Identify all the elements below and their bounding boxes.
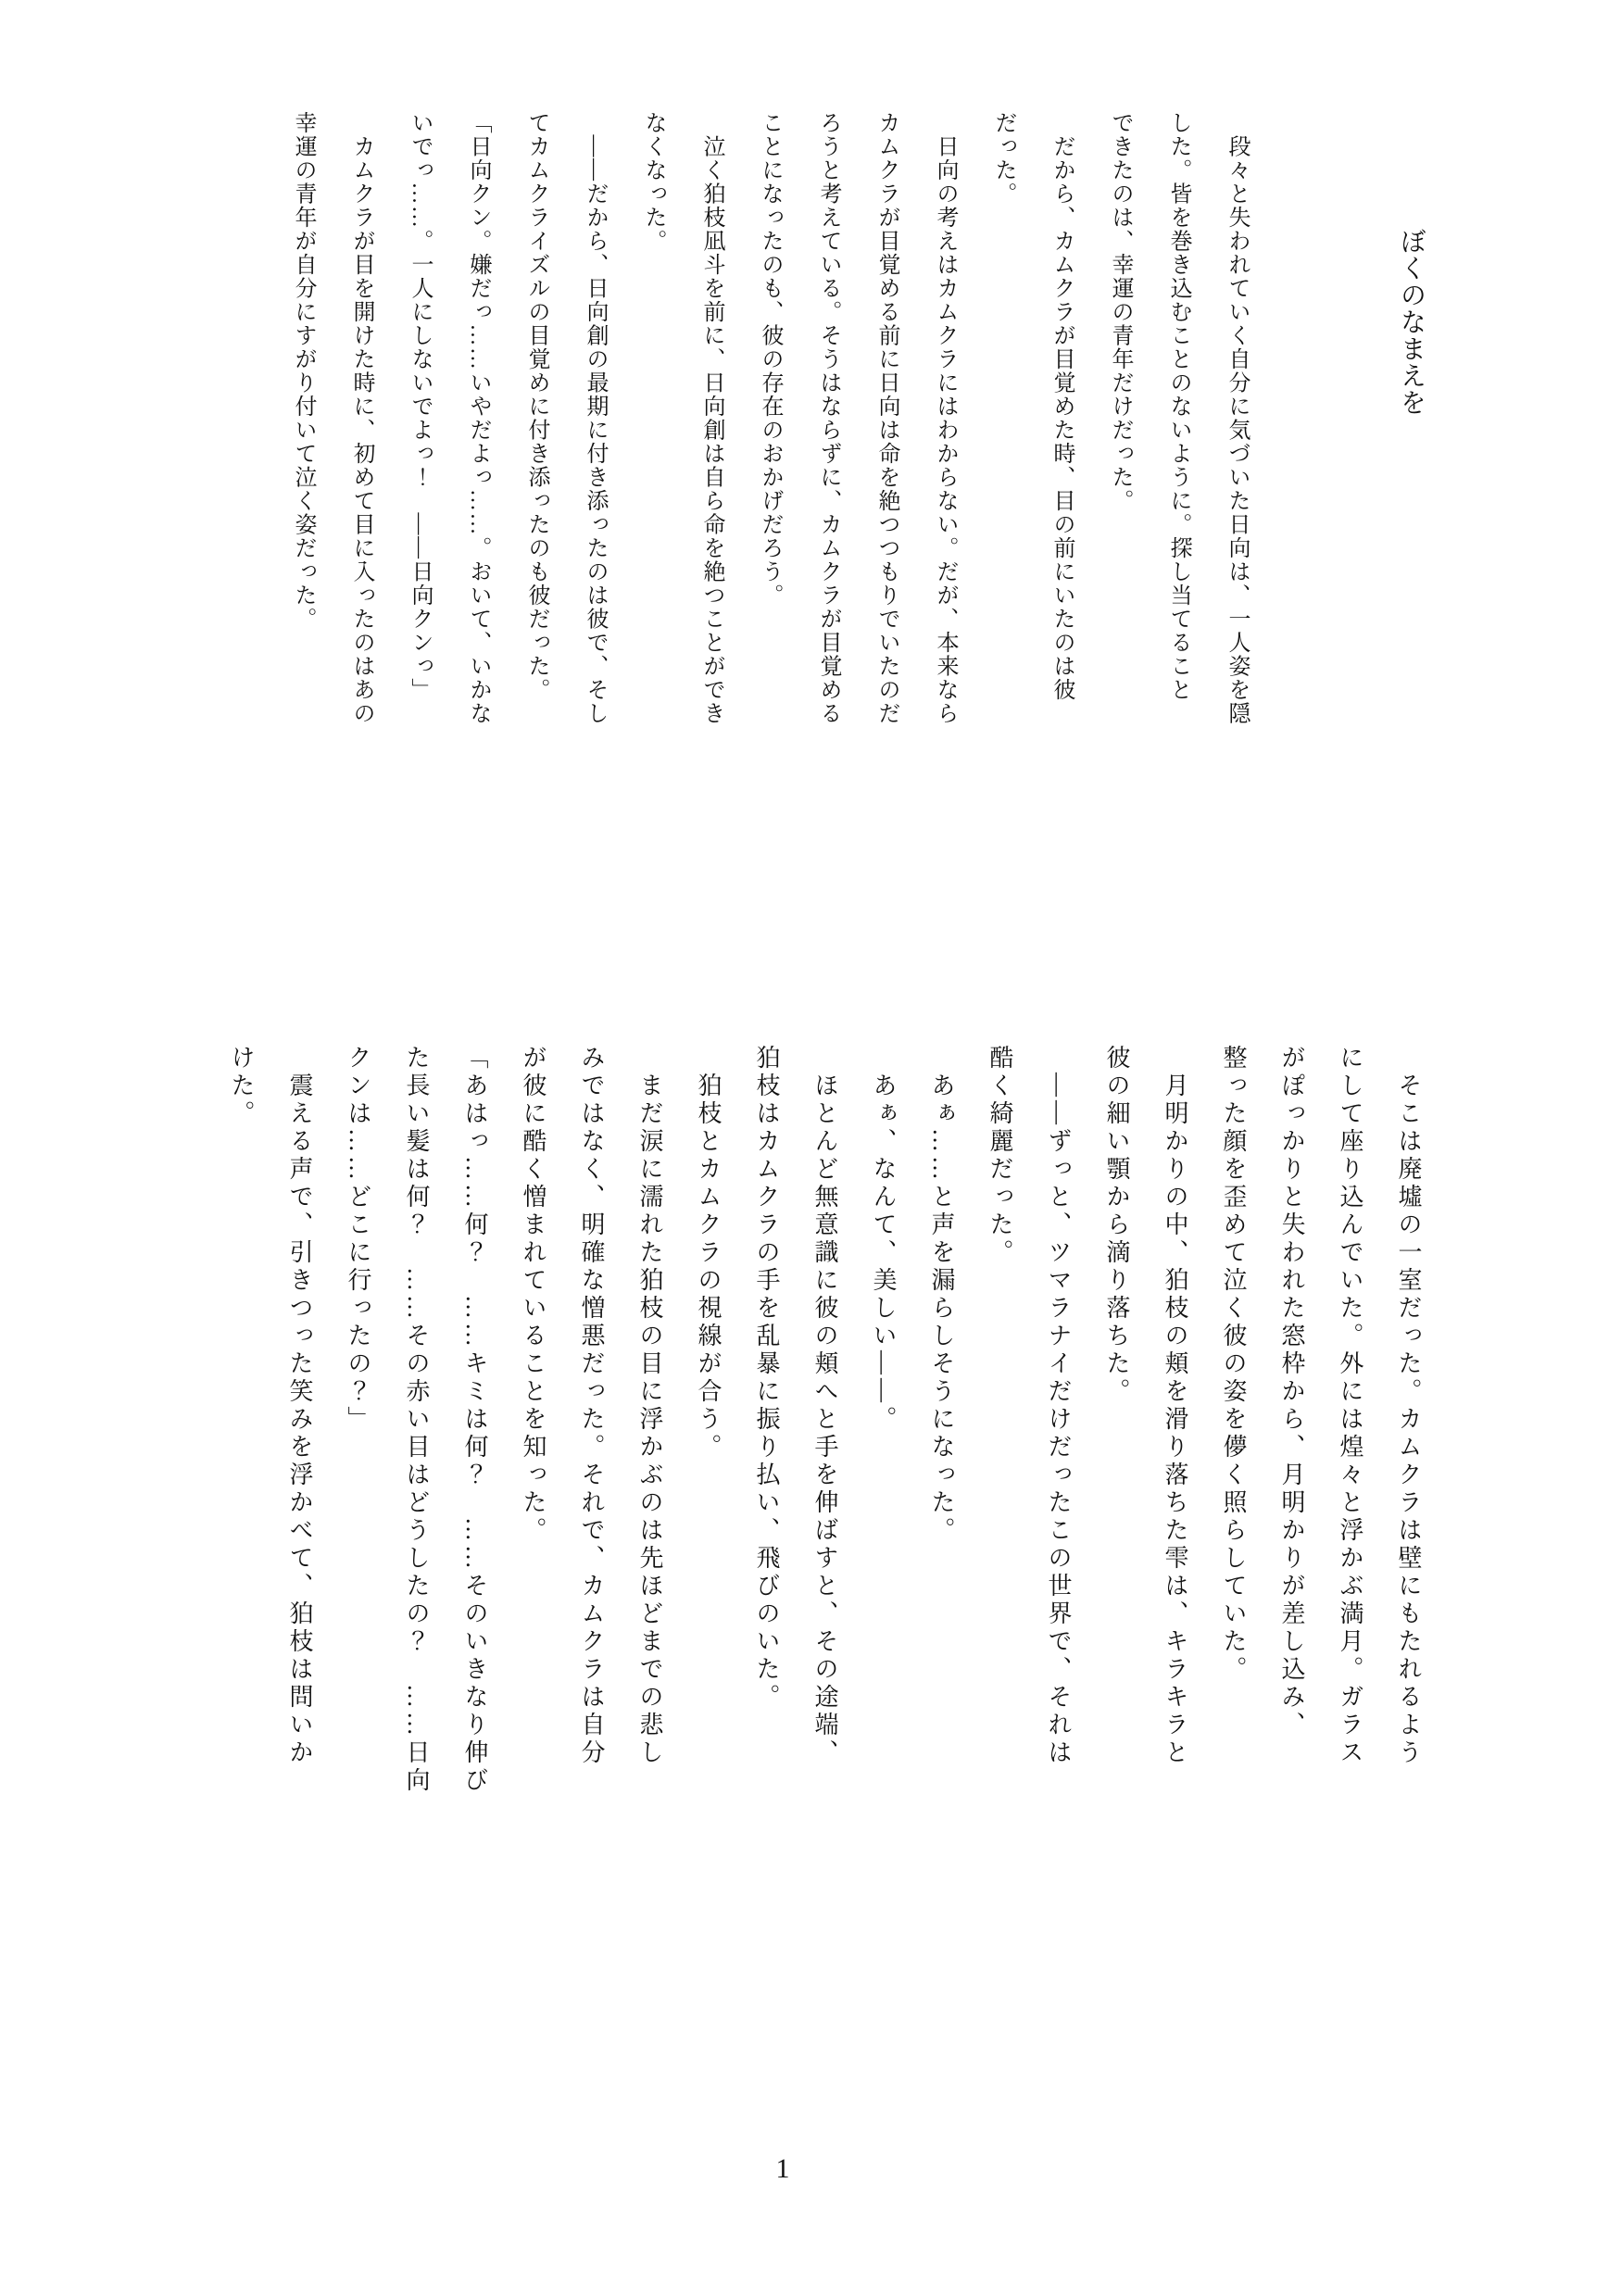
text-column: ほとんど無意識に彼の頬へと手を伸ばすと、その途端、 <box>811 1045 838 1767</box>
text-column: が彼に酷く憎まれていることを知った。 <box>520 1045 547 1545</box>
text-column: ろうと考えている。そうはならずに、カムクラが目覚める <box>816 111 840 725</box>
text-column: 震える声で、引きつった笑みを浮かべて、狛枝は問いか <box>286 1045 313 1767</box>
text-column: クンは……どこに行ったの？」 <box>345 1045 371 1434</box>
text-column: 狛枝とカムクラの視線が合う。 <box>695 1045 722 1462</box>
text-column: カムクラが目を開けた時に、初めて目に入ったのはあの <box>349 111 373 725</box>
text-column: なくなった。 <box>641 111 665 253</box>
text-column: 泣く狛枝凪斗を前に、日向創は自ら命を絶つことができ <box>699 111 723 725</box>
page-number: 1 <box>775 2153 790 2184</box>
text-column: あぁ……と声を漏らしそうになった。 <box>928 1045 955 1545</box>
text-column: 酷く綺麗だった。 <box>986 1045 1013 1267</box>
text-column: がぽっかりと失われた窓枠から、月明かりが差し込み、 <box>1278 1045 1305 1739</box>
text-column: 狛枝はカムクラの手を乱暴に振り払い、飛びのいた。 <box>753 1045 780 1712</box>
text-column: 日向の考えはカムクラにはわからない。だが、本来なら <box>933 111 957 725</box>
text-column: みではなく、明確な憎悪だった。それで、カムクラは自分 <box>578 1045 605 1767</box>
text-column: 月明かりの中、狛枝の頬を滑り落ちた雫は、キラキラと <box>1162 1045 1188 1767</box>
text-column: 「あはっ……何？ ……キミは何？ ……そのいきなり伸び <box>461 1045 488 1795</box>
text-column: た長い髪は何？ ……その赤い目はどうしたの？ ……日向 <box>403 1045 430 1795</box>
text-column: あぁ、なんて、美しい——。 <box>870 1045 897 1434</box>
text-column: カムクラが目覚める前に日向は命を絶つつもりでいたのだ <box>874 111 898 725</box>
text-column: した。皆を巻き込むことのないように。探し当てること <box>1166 111 1190 702</box>
text-column: ——ずっと、ツマラナイだけだったこの世界で、それは <box>1045 1045 1072 1767</box>
text-column: 幸運の青年が自分にすがり付いて泣く姿だった。 <box>291 111 315 631</box>
text-column: できたのは、幸運の青年だけだった。 <box>1108 111 1132 513</box>
text-column: ことになったのも、彼の存在のおかげだろう。 <box>758 111 782 608</box>
text-column: けた。 <box>228 1045 255 1128</box>
text-column: てカムクライズルの目覚めに付き添ったのも彼だった。 <box>524 111 548 702</box>
title-column: ぼくのなまえを <box>1397 228 1426 416</box>
text-column: いでっ……。一人にしないでよっ！ ——日向クンっ」 <box>408 111 432 702</box>
text-column: ——だから、日向創の最期に付き添ったのは彼で、そし <box>583 111 607 725</box>
text-column: 「日向クン。嫌だっ……いやだよっ……。おいて、いかな <box>466 111 490 725</box>
text-column: 彼の細い顎から滴り落ちた。 <box>1103 1045 1130 1406</box>
text-column: まだ涙に濡れた狛枝の目に浮かぶのは先ほどまでの悲し <box>636 1045 663 1767</box>
text-column: だから、カムクラが目覚めた時、目の前にいたのは彼 <box>1049 111 1074 702</box>
text-column: だった。 <box>991 111 1015 206</box>
text-column: 段々と失われていく自分に気づいた日向は、一人姿を隠 <box>1225 111 1249 725</box>
text-column: にして座り込んでいた。外には煌々と浮かぶ満月。ガラス <box>1337 1045 1363 1767</box>
text-column: そこは廃墟の一室だった。カムクラは壁にもたれるよう <box>1395 1045 1422 1767</box>
text-column: 整った顔を歪めて泣く彼の姿を儚く照らしていた。 <box>1220 1045 1247 1684</box>
